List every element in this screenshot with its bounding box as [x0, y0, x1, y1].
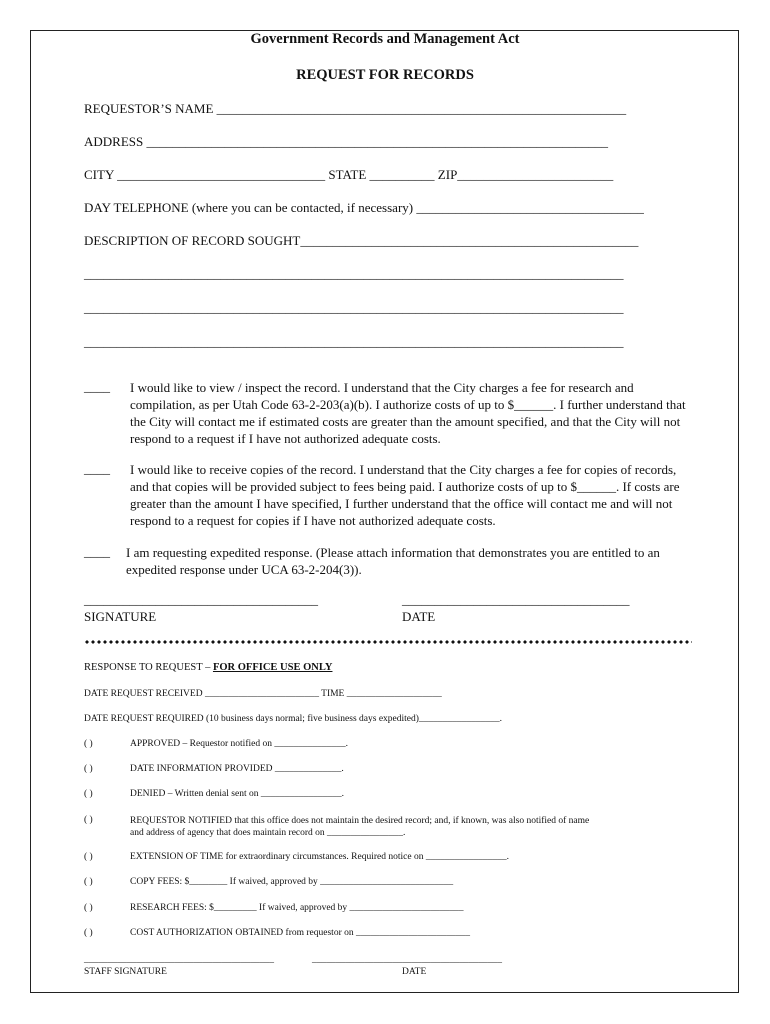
copies-option-blank[interactable]: ____: [84, 461, 110, 476]
denied-checkbox[interactable]: ( ): [84, 789, 93, 799]
extension-text: EXTENSION OF TIME for extraordinary circumstances. Required notice on _________________.: [130, 852, 509, 862]
office-heading: [84, 662, 332, 673]
not-maintained-checkbox[interactable]: ( ): [84, 815, 93, 825]
act-title: Government Records and Management Act: [250, 31, 520, 47]
view-option-blank[interactable]: ____: [84, 379, 110, 394]
staff-date-label: DATE: [402, 967, 427, 977]
description-line[interactable]: ___________________________________________________________________________________: [84, 266, 624, 281]
signature-label: SIGNATURE: [84, 609, 157, 624]
date-received-field[interactable]: DATE REQUEST RECEIVED ________________________ TIME ____________________: [84, 689, 442, 699]
city-state-zip-field[interactable]: CITY ________________________________ STATE __________ ZIP________________________: [84, 167, 614, 182]
address-field[interactable]: ADDRESS _______________________________________________________________________: [84, 134, 608, 149]
approved-text: APPROVED – Requestor notified on _______________.: [130, 739, 348, 749]
info-provided-text: DATE INFORMATION PROVIDED ______________.: [130, 764, 344, 774]
view-option-text: I would like to view / inspect the record. I understand that the City charges a fee for research and compilation, as per Utah Code 63-2-203(a)(b). I authorize costs of up to $______. I further understand that the City will contact me if estimated costs are greater than the amount specified, and that the City will not respond to a request if I have not authorized adequate costs.: [130, 380, 686, 446]
date-label: DATE: [402, 609, 436, 624]
not-maintained-text: REQUESTOR NOTIFIED that this office does not maintain the desired record; and, if known, was also notified of name and address of agency that does maintain record on ________________.: [130, 816, 590, 838]
info-provided-checkbox[interactable]: ( ): [84, 764, 93, 774]
requestor-name-field[interactable]: REQUESTOR’S NAME _______________________________________________________________: [84, 101, 627, 116]
staff-signature-line[interactable]: ________________________________________: [84, 955, 274, 965]
description-line[interactable]: ___________________________________________________________________________________: [84, 300, 624, 315]
office-heading-prefix: RESPONSE TO REQUEST –: [84, 662, 213, 673]
expedited-option-text: I am requesting expedited response. (Please attach information that demonstrates you are entitled to an expedited response under UCA 63-2-204(3)).: [126, 545, 660, 577]
staff-date-line[interactable]: ________________________________________: [312, 955, 502, 965]
copy-fees-checkbox[interactable]: ( ): [84, 877, 93, 887]
copy-fees-text: COPY FEES: $________ If waived, approved by ____________________________: [130, 877, 454, 887]
cost-authorization-checkbox[interactable]: ( ): [84, 928, 93, 938]
signature-line[interactable]: ____________________________________: [84, 592, 318, 607]
form-title: REQUEST FOR RECORDS: [296, 67, 474, 83]
day-telephone-field[interactable]: DAY TELEPHONE (where you can be contacted, if necessary) ___________________________________: [84, 200, 644, 215]
research-fees-checkbox[interactable]: ( ): [84, 903, 93, 913]
denied-text: DENIED – Written denial sent on _________________.: [130, 789, 344, 799]
staff-signature-label: STAFF SIGNATURE: [84, 967, 167, 977]
date-required-field[interactable]: DATE REQUEST REQUIRED (10 business days normal; five business days expedited)_________________.: [84, 714, 503, 724]
approved-checkbox[interactable]: ( ): [84, 739, 93, 749]
expedited-option-blank[interactable]: ____: [84, 544, 110, 559]
cost-authorization-text: COST AUTHORIZATION OBTAINED from requestor on ________________________: [130, 928, 470, 938]
copies-option-text: I would like to receive copies of the record. I understand that the City charges a fee for copies of records, and that copies will be provided subject to fees being paid. I authorize costs of up to $______. If costs are greater than the amount I have specified, I further understand that the office will contact me and will not respond to a request for copies if I have not authorized adequate costs.: [130, 462, 680, 528]
office-heading-emphasis: FOR OFFICE USE ONLY: [212, 662, 333, 673]
dotted-divider: [84, 639, 692, 645]
description-line[interactable]: ___________________________________________________________________________________: [84, 334, 624, 349]
research-fees-text: RESEARCH FEES: $_________ If waived, approved by ________________________: [130, 903, 464, 913]
description-field[interactable]: DESCRIPTION OF RECORD SOUGHT____________________________________________________: [84, 233, 639, 248]
extension-checkbox[interactable]: ( ): [84, 852, 93, 862]
date-line[interactable]: ___________________________________: [402, 592, 630, 607]
